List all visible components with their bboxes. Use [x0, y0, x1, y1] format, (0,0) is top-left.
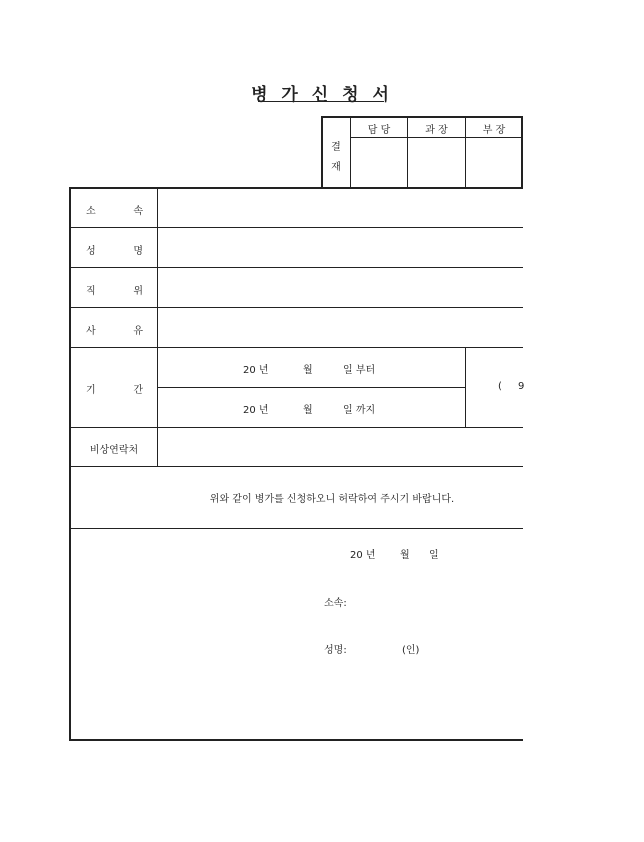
period-from-day: 일 부터: [343, 365, 376, 376]
period-from-month: 월: [303, 365, 313, 376]
signature-date-year: 20 년: [350, 550, 376, 561]
approval-sign-staff[interactable]: [351, 138, 407, 188]
label-position: 직 위: [86, 286, 143, 297]
label-period: 기 간: [86, 385, 143, 396]
row-divider: [71, 466, 523, 467]
period-from-year: 20 년: [243, 365, 269, 376]
affiliation-field[interactable]: [158, 188, 523, 227]
row-divider: [71, 347, 523, 348]
label-reason: 사 유: [86, 326, 143, 337]
period-to-day: 일 까지: [343, 405, 376, 416]
period-days-field[interactable]: [466, 348, 523, 427]
approval-top-border: [321, 116, 523, 118]
form-bottom-border: [69, 739, 523, 741]
signature-name-label: 성명:: [324, 645, 347, 656]
form-left-border: [69, 187, 71, 741]
approval-col-staff: 담 당: [367, 125, 391, 136]
period-to-year: 20 년: [243, 405, 269, 416]
label-emergency-contact: 비상연락처: [89, 445, 139, 456]
period-to-month: 월: [303, 405, 313, 416]
document-title: 병 가 신 청 서: [251, 85, 393, 105]
approval-label-top: 결: [331, 142, 341, 153]
reason-field[interactable]: [158, 308, 523, 347]
approval-sign-section-chief[interactable]: [408, 138, 465, 188]
period-divider: [157, 387, 465, 388]
signature-date-month: 월: [400, 550, 410, 561]
signature-date-day: 일: [429, 550, 439, 561]
title-underline: [258, 101, 384, 102]
approval-sign-director[interactable]: [466, 138, 521, 188]
approval-col-director: 부 장: [482, 125, 506, 136]
label-affiliation: 소 속: [86, 206, 143, 217]
emergency-contact-field[interactable]: [158, 428, 523, 466]
request-statement: 위와 같이 병가를 신청하오니 허락하여 주시기 바랍니다.: [209, 494, 455, 505]
approval-label-bottom: 재: [331, 162, 341, 173]
label-name: 성 명: [86, 246, 143, 257]
signature-seal: (인): [402, 645, 420, 656]
row-divider: [71, 528, 523, 529]
approval-col-section-chief: 과 장: [425, 125, 448, 136]
position-field[interactable]: [158, 268, 523, 307]
signature-affiliation-label: 소속:: [324, 598, 347, 609]
name-field[interactable]: [158, 228, 523, 267]
period-days-partial: 9: [518, 381, 525, 392]
period-days-open-paren: (: [498, 381, 502, 392]
